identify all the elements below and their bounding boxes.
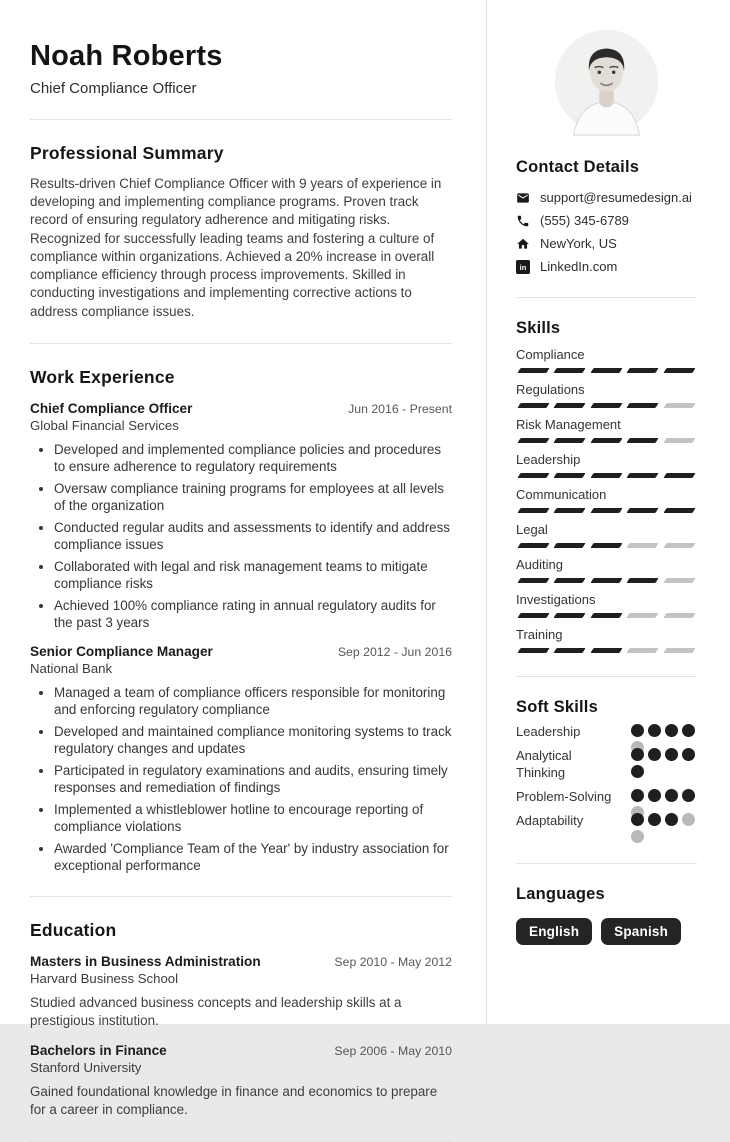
skill-bar-segment: [517, 543, 550, 548]
soft-skill-dot: [631, 765, 644, 778]
skill-label: Training: [516, 627, 563, 642]
school-name: Harvard Business School: [30, 971, 179, 987]
skill-bar-segment: [627, 368, 660, 373]
job-dates: Sep 2012 - Jun 2016: [337, 644, 452, 659]
skill-bar-segment: [663, 613, 696, 618]
contact-text: (555) 345-6789: [540, 213, 629, 228]
job-header: [30, 644, 452, 659]
skill-item: [516, 522, 697, 548]
soft-skill-dot: [665, 813, 678, 826]
soft-skill-dot: [648, 748, 661, 761]
skill-label: Auditing: [516, 557, 563, 572]
languages-heading: Languages: [516, 885, 605, 904]
skill-rating-bar: [516, 613, 697, 618]
skill-bar-segment: [627, 613, 660, 618]
contact-item[interactable]: [516, 213, 697, 228]
skill-item: [516, 417, 697, 443]
skills-list: [516, 347, 697, 653]
skill-bar-segment: [517, 473, 550, 478]
job-bullet: • Participated in regulatory examinations and audits, ensuring timely responses and remediation of findings: [54, 762, 452, 796]
experience-section: [30, 367, 452, 874]
soft-skill-dot: [682, 813, 695, 826]
svg-text:in: in: [519, 262, 527, 272]
skill-bar-segment: [590, 543, 623, 548]
job-bullet: • Collaborated with legal and risk management teams to mitigate compliance risks: [54, 558, 452, 592]
summary-heading: Professional Summary: [30, 143, 224, 163]
contact-list: [516, 190, 697, 274]
skill-label: Risk Management: [516, 417, 621, 432]
soft-skill-item: [516, 813, 697, 830]
soft-skill-dot: [665, 789, 678, 802]
soft-skill-label: Analytical Thinking: [516, 747, 572, 780]
skill-bar-segment: [590, 438, 623, 443]
job-bullet: • Oversaw compliance training programs for employees at all levels of the organization: [54, 480, 452, 514]
job-bullet: • Implemented a whistleblower hotline to encourage reporting of compliance violations: [54, 801, 452, 835]
soft-skill-dot: [631, 813, 644, 826]
summary-section: [30, 143, 452, 321]
job-title: Senior Compliance Manager: [30, 643, 213, 659]
skill-bar-segment: [590, 648, 623, 653]
education-heading: Education: [30, 920, 117, 941]
skill-bar-segment: [663, 438, 696, 443]
contact-section: [516, 158, 697, 274]
job-bullet: • Developed and maintained compliance monitoring systems to track regulatory changes and updates: [54, 723, 452, 757]
home-icon: [516, 237, 530, 251]
skill-item: [516, 592, 697, 618]
skill-item: [516, 452, 697, 478]
soft-skill-dot: [665, 748, 678, 761]
divider: [30, 119, 452, 120]
divider: [30, 343, 452, 344]
soft-skill-label: Adaptability: [516, 812, 584, 828]
skill-item: [516, 557, 697, 583]
soft-skills-section: [516, 698, 697, 829]
job-bullet: • Conducted regular audits and assessments to identify and address compliance issues: [54, 519, 452, 553]
skill-rating-bar: [516, 508, 697, 513]
skill-item: [516, 347, 697, 373]
photo-wrapper: [516, 30, 697, 133]
education-list: [30, 954, 452, 1119]
education-dates: Sep 2006 - May 2010: [334, 1044, 452, 1059]
education-description: Gained foundational knowledge in finance and economics to prepare for a career in compliance.: [30, 1084, 438, 1118]
skill-bar-segment: [517, 403, 550, 408]
job-entry: [30, 644, 452, 874]
skill-bar-segment: [627, 543, 660, 548]
contact-heading: Contact Details: [516, 158, 640, 176]
skill-bar-segment: [663, 368, 696, 373]
soft-skill-dot: [682, 724, 695, 737]
skill-bar-segment: [517, 648, 550, 653]
profile-photo: [555, 30, 658, 133]
skill-bar-segment: [590, 613, 623, 618]
skill-rating-bar: [516, 368, 697, 373]
skill-bar-segment: [517, 368, 550, 373]
skill-bar-segment: [554, 403, 587, 408]
soft-skill-dot: [631, 724, 644, 737]
job-bullet-list: [30, 441, 452, 631]
skill-bar-segment: [663, 508, 696, 513]
soft-skill-dot: [665, 724, 678, 737]
degree-title: Bachelors in Finance: [30, 1043, 167, 1059]
soft-skills-heading: Soft Skills: [516, 698, 598, 716]
skill-bar-segment: [627, 473, 660, 478]
linkedin-icon: [516, 260, 530, 274]
divider: [516, 863, 697, 864]
skill-bar-segment: [517, 508, 550, 513]
skill-item: [516, 627, 697, 653]
soft-skill-rating-dots: [631, 748, 697, 761]
summary-text: Results-driven Chief Compliance Officer with 9 years of experience in developing and implementing compliance programs. Proven track record of ensuring regulatory adherence and mitigating risks. Recognized for successfully leading teams and fostering a culture of compliance within organizations. Achieved a 20% increase in overall compliance efficiency through process improvements. Skilled in conducting investigations and implementing corrective actions to address compliance issues.: [30, 176, 442, 319]
job-bullet: • Achieved 100% compliance rating in annual regulatory audits for the past 3 years: [54, 597, 452, 631]
soft-skill-item: [516, 789, 697, 806]
divider: [516, 297, 697, 298]
education-entry: [30, 954, 452, 1030]
soft-skill-dot: [648, 789, 661, 802]
degree-title: Masters in Business Administration: [30, 954, 261, 970]
skill-rating-bar: [516, 473, 697, 478]
skill-bar-segment: [627, 578, 660, 583]
soft-skills-list: [516, 724, 697, 829]
skill-bar-segment: [590, 508, 623, 513]
experience-heading: Work Experience: [30, 366, 175, 387]
skill-bar-segment: [554, 648, 587, 653]
contact-item[interactable]: [516, 236, 697, 251]
job-bullet: • Awarded 'Compliance Team of the Year' by industry association for exceptional performance: [54, 840, 452, 874]
job-entry: [30, 401, 452, 631]
skill-bar-segment: [517, 613, 550, 618]
contact-item[interactable]: [516, 190, 697, 205]
soft-skill-dot: [631, 830, 644, 843]
education-section: [30, 920, 452, 1119]
school-name: Stanford University: [30, 1060, 142, 1076]
skill-rating-bar: [516, 648, 697, 653]
skill-bar-segment: [663, 543, 696, 548]
soft-skill-item: [516, 748, 697, 782]
email-icon: [516, 191, 530, 205]
skill-item: [516, 382, 697, 408]
skill-bar-segment: [554, 613, 587, 618]
job-bullet: • Developed and implemented compliance policies and procedures to ensure adherence to regulatory requirements: [54, 441, 452, 475]
contact-item[interactable]: [516, 259, 697, 274]
soft-skill-dot: [648, 813, 661, 826]
language-tag: Spanish: [601, 918, 681, 945]
education-entry: [30, 1043, 452, 1119]
divider: [30, 896, 452, 897]
skill-bar-segment: [590, 403, 623, 408]
skill-bar-segment: [590, 368, 623, 373]
soft-skill-rating-dots: [631, 813, 697, 826]
soft-skill-rating-dots: [631, 724, 697, 737]
contact-text: NewYork, US: [540, 236, 617, 251]
job-bullet: • Managed a team of compliance officers responsible for monitoring and enforcing regulatory compliance: [54, 684, 452, 718]
skill-bar-segment: [663, 648, 696, 653]
soft-skill-dot: [682, 789, 695, 802]
skill-rating-bar: [516, 578, 697, 583]
skill-bar-segment: [663, 403, 696, 408]
skill-bar-segment: [554, 508, 587, 513]
skill-bar-segment: [554, 473, 587, 478]
skill-label: Communication: [516, 487, 607, 502]
candidate-title: Chief Compliance Officer: [30, 80, 197, 97]
skill-bar-segment: [554, 543, 587, 548]
soft-skill-label: Leadership: [516, 724, 581, 739]
skill-label: Regulations: [516, 382, 585, 397]
phone-icon: [516, 214, 530, 228]
profile-photo-illustration: [555, 30, 658, 133]
skill-bar-segment: [627, 648, 660, 653]
skill-item: [516, 487, 697, 513]
soft-skill-label: Problem-Solving: [516, 788, 612, 804]
job-company: National Bank: [30, 660, 113, 676]
skill-bar-segment: [627, 508, 660, 513]
skill-bar-segment: [554, 368, 587, 373]
soft-skill-dot: [631, 748, 644, 761]
skill-rating-bar: [516, 438, 697, 443]
sidebar: [487, 0, 730, 1024]
skill-bar-segment: [554, 578, 587, 583]
job-bullet-list: [30, 684, 452, 874]
skill-bar-segment: [517, 578, 550, 583]
soft-skill-dot: [631, 789, 644, 802]
education-dates: Sep 2010 - May 2012: [334, 955, 452, 970]
skill-bar-segment: [627, 403, 660, 408]
skill-bar-segment: [590, 473, 623, 478]
skill-bar-segment: [663, 578, 696, 583]
skills-section: [516, 319, 697, 653]
job-list: [30, 401, 452, 874]
skill-bar-segment: [517, 438, 550, 443]
skill-bar-segment: [663, 473, 696, 478]
skill-rating-bar: [516, 403, 697, 408]
contact-text: LinkedIn.com: [540, 259, 618, 274]
skill-rating-bar: [516, 543, 697, 548]
language-tag-list: [516, 918, 697, 945]
contact-text: support@resumedesign.ai: [540, 190, 692, 205]
job-title: Chief Compliance Officer: [30, 400, 193, 416]
soft-skill-dot: [648, 724, 661, 737]
languages-section: [516, 885, 697, 945]
skill-label: Legal: [516, 522, 548, 537]
skill-label: Investigations: [516, 592, 596, 607]
education-header: [30, 1043, 452, 1058]
skill-bar-segment: [627, 438, 660, 443]
divider: [516, 676, 697, 677]
education-description: Studied advanced business concepts and leadership skills at a prestigious institution.: [30, 995, 402, 1029]
job-company: Global Financial Services: [30, 417, 179, 433]
skills-heading: Skills: [516, 319, 561, 337]
job-dates: Jun 2016 - Present: [348, 401, 452, 416]
soft-skill-item: [516, 724, 697, 741]
language-tag: English: [516, 918, 592, 945]
job-header: [30, 401, 452, 416]
soft-skill-dot: [682, 748, 695, 761]
education-header: [30, 954, 452, 969]
skill-bar-segment: [554, 438, 587, 443]
candidate-name: Noah Roberts: [30, 40, 223, 72]
skill-bar-segment: [590, 578, 623, 583]
skill-label: Leadership: [516, 452, 581, 467]
soft-skill-rating-dots: [631, 789, 697, 802]
skill-label: Compliance: [516, 347, 585, 362]
